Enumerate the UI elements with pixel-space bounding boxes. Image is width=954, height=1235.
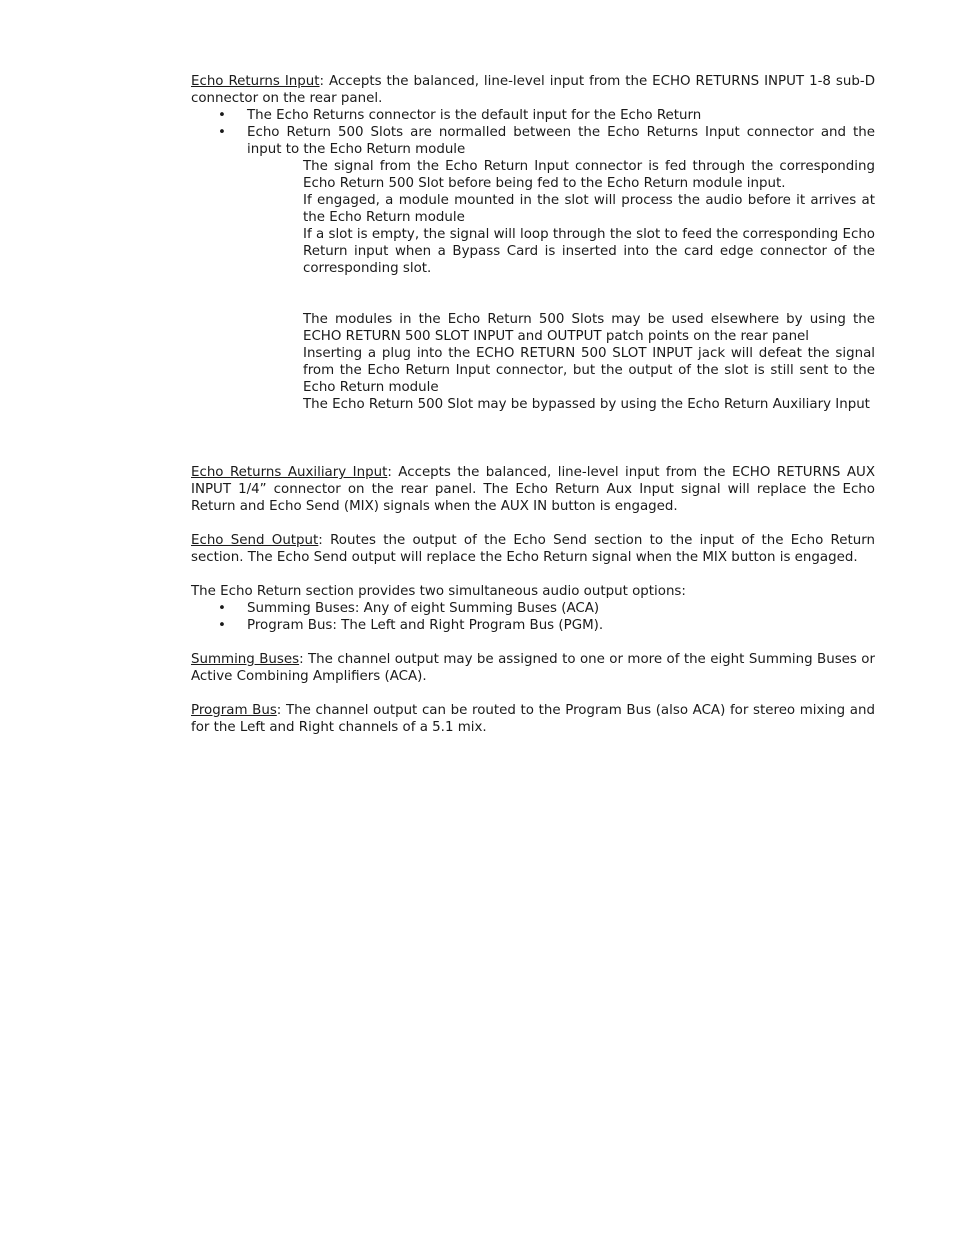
list-item: • Program Bus: The Left and Right Program Bus (PGM). <box>218 618 604 633</box>
program-bus-paragraph <box>191 702 875 736</box>
list-item: • Summing Buses: Any of eight Summing Buses (ACA) <box>218 601 600 616</box>
sub-item: The signal from the Echo Return Input connector is fed through the corresponding Echo Return 500 Slot before being fed to the Echo Return module input. <box>303 159 875 191</box>
sub-item: The modules in the Echo Return 500 Slots may be used elsewhere by using the ECHO RETURN 500 SLOT INPUT and OUTPUT patch points on the rear panel <box>303 312 875 344</box>
document-page <box>191 73 875 736</box>
aux-input-paragraph <box>191 464 875 515</box>
sub-item: Inserting a plug into the ECHO RETURN 500 SLOT INPUT jack will defeat the signal from the Echo Return Input connector, but the output of the slot is still sent to the Echo Return module <box>303 346 875 395</box>
summing-buses-heading: Summing Buses <box>191 652 300 667</box>
bullet-icon: • <box>218 108 226 123</box>
output-options-bullets <box>191 600 875 634</box>
list-item: • The Echo Returns connector is the default input for the Echo Return <box>218 108 702 123</box>
aux-input-text: : Accepts the balanced, line-level input from the ECHO RETURNS AUX INPUT 1/4” connector on the rear panel. The Echo Return Aux Input signal will replace the Echo Return and Echo Send (MIX) signals when the AUX IN button is engaged. <box>191 465 875 514</box>
bullet-icon: • <box>218 618 226 633</box>
echo-returns-input-text: : Accepts the balanced, line-level input from the ECHO RETURNS INPUT 1-8 sub-D connector on the rear panel. <box>191 74 876 106</box>
echo-send-output-heading: Echo Send Output <box>191 533 319 548</box>
echo-send-output-paragraph <box>191 532 875 566</box>
output-options-intro: The Echo Return section provides two simultaneous audio output options: <box>191 584 686 599</box>
echo-returns-input-bullets <box>191 107 875 158</box>
echo-returns-input-section <box>191 73 875 413</box>
echo-returns-input-heading: Echo Returns Input <box>191 74 320 89</box>
bullet-icon: • <box>218 125 226 140</box>
sub-item: If a slot is empty, the signal will loop through the slot to feed the corresponding Echo Return input when a Bypass Card is inserted into the card edge connector of the corresponding slot. <box>303 227 875 276</box>
list-item: • Echo Return 500 Slots are normalled between the Echo Returns Input connector and the input to the Echo Return module <box>218 125 875 157</box>
summing-buses-text: : The channel output may be assigned to one or more of the eight Summing Buses or Active Combining Amplifiers (ACA). <box>191 652 876 684</box>
bullet-icon: • <box>218 601 226 616</box>
sub-item: The Echo Return 500 Slot may be bypassed by using the Echo Return Auxiliary Input <box>303 397 870 412</box>
program-bus-heading: Program Bus <box>191 703 277 718</box>
aux-input-heading: Echo Returns Auxiliary Input <box>191 465 388 480</box>
echo-returns-input-paragraph <box>191 73 875 107</box>
sub-item: If engaged, a module mounted in the slot will process the audio before it arrives at the Echo Return module <box>303 193 875 225</box>
echo-send-output-text: : Routes the output of the Echo Send section to the input of the Echo Return section. The Echo Send output will replace the Echo Return signal when the MIX button is engaged. <box>191 533 875 565</box>
summing-buses-paragraph <box>191 651 875 685</box>
program-bus-text: : The channel output can be routed to the Program Bus (also ACA) for stereo mixing and for the Left and Right channels of a 5.1 mix. <box>191 703 876 735</box>
